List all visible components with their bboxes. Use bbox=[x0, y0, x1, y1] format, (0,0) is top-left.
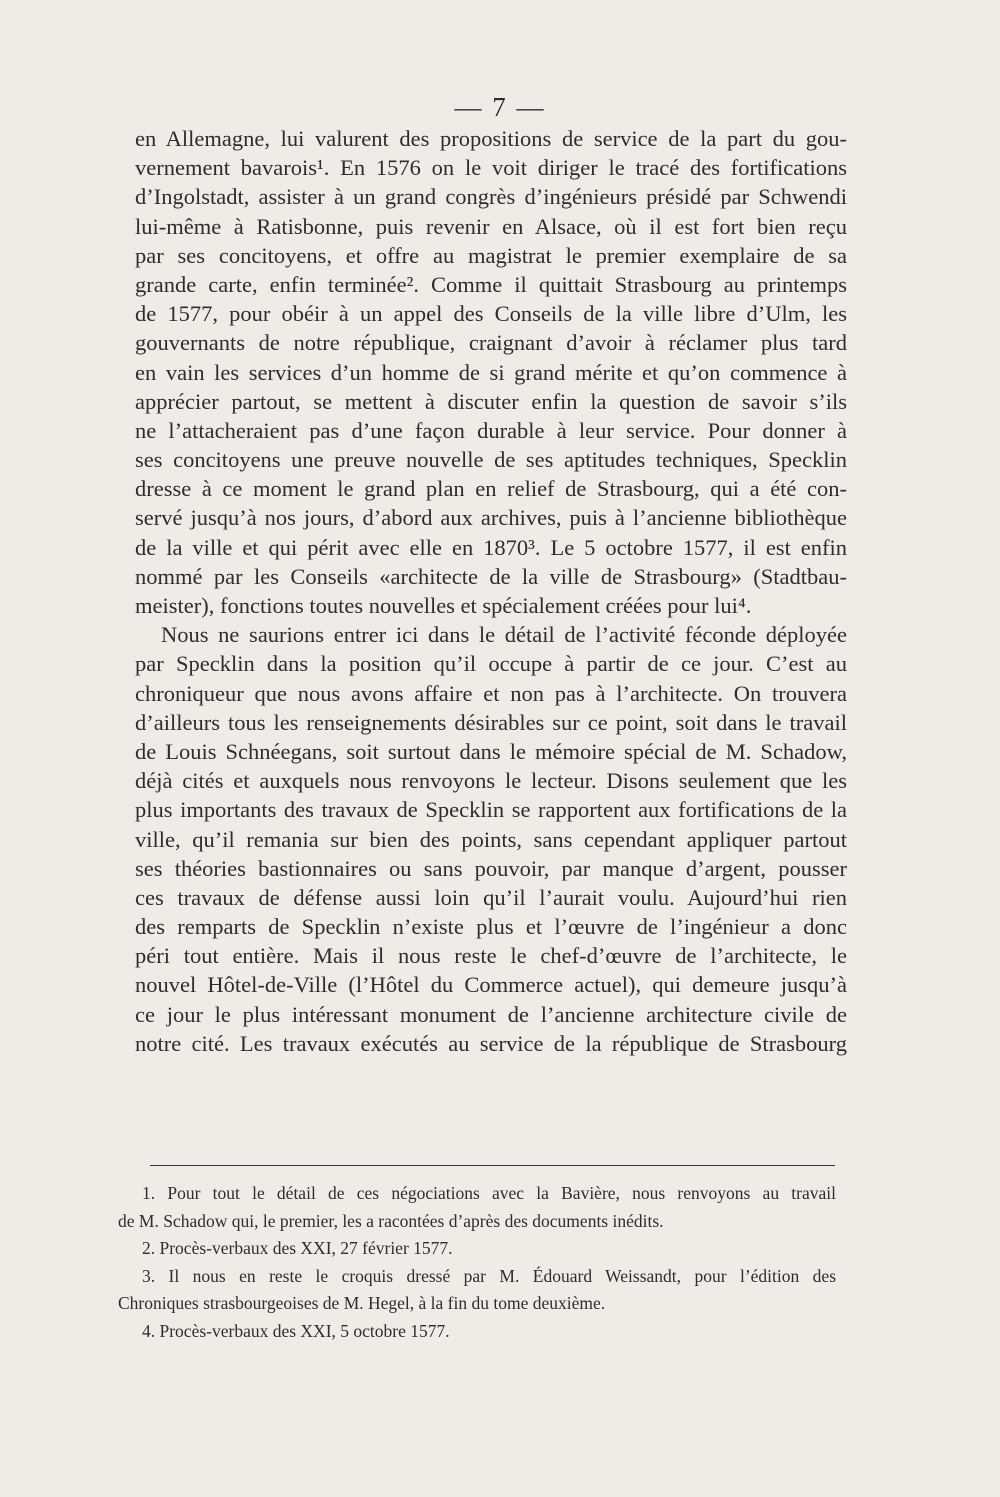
footnote-line: 3. Il nous en reste le croquis dressé par M. Édouard Weissandt, pour l’édition des bbox=[142, 1265, 836, 1286]
text-line: péri tout entière. Mais il nous reste le chef-d’œuvre de l’architecte, le bbox=[135, 943, 847, 969]
footnote-line: 2. Procès-verbaux des XXI, 27 février 1577. bbox=[142, 1238, 453, 1258]
text-line: nouvel Hôtel-de-Ville (l’Hôtel du Commerce actuel), qui demeure jusqu’à bbox=[135, 972, 847, 998]
footnote-line: 1. Pour tout le détail de ces négociations avec la Bavière, nous renvoyons au travail bbox=[142, 1183, 836, 1203]
footnotes bbox=[118, 1180, 836, 1345]
text-line: de la ville et qui périt avec elle en 1870³. Le 5 octobre 1577, il est enfin bbox=[135, 534, 847, 560]
text-line: servé jusqu’à nos jours, d’abord aux archives, puis à l’ancienne bibliothèque bbox=[135, 505, 847, 531]
text-line: lui-même à Ratisbonne, puis revenir en Alsace, où il est fort bien reçu bbox=[135, 213, 847, 239]
text-line: ce jour le plus intéressant monument de l’ancienne architecture civile de bbox=[135, 1001, 847, 1027]
text-line: nommé par les Conseils «architecte de la ville de Strasbourg» (Stadtbau- bbox=[135, 563, 847, 589]
text-line: ne l’attacheraient pas d’une façon durable à leur service. Pour donner à bbox=[135, 417, 847, 443]
text-line: chroniqueur que nous avons affaire et non pas à l’architecte. On trouvera bbox=[135, 680, 847, 706]
text-line: des remparts de Specklin n’existe plus et l’œuvre de l’ingénieur a donc bbox=[135, 914, 847, 940]
text-line: gouvernants de notre république, craignant d’avoir à réclamer plus tard bbox=[135, 330, 847, 356]
text-line: dresse à ce moment le grand plan en relief de Strasbourg, qui a été con- bbox=[135, 476, 847, 502]
footnote-line: 4. Procès-verbaux des XXI, 5 octobre 1577. bbox=[142, 1320, 450, 1341]
text-line: en vain les services d’un homme de si grand mérite et qu’on commence à bbox=[135, 359, 847, 385]
text-line: d’Ingolstadt, assister à un grand congrès d’ingénieurs présidé par Schwendi bbox=[135, 184, 847, 210]
text-line: ses concitoyens une preuve nouvelle de ses aptitudes techniques, Specklin bbox=[135, 447, 847, 473]
body-text bbox=[135, 124, 847, 1058]
text-line: apprécier partout, se mettent à discuter enfin la question de savoir s’ils bbox=[135, 388, 847, 414]
text-line: déjà cités et auxquels nous renvoyons le lecteur. Disons seulement que les bbox=[135, 768, 847, 794]
footnote-line: de M. Schadow qui, le premier, les a racontées d’après des documents inédits. bbox=[118, 1210, 664, 1231]
text-line: vernement bavarois¹. En 1576 on le voit diriger le tracé des fortifications bbox=[135, 155, 847, 181]
text-line: ces travaux de défense aussi loin qu’il l’aurait voulu. Aujourd’hui rien bbox=[135, 884, 847, 910]
text-line: de Louis Schnéegans, soit surtout dans le mémoire spécial de M. Schadow, bbox=[135, 738, 847, 764]
text-line: ville, qu’il remania sur bien des points, sans cependant appliquer partout bbox=[135, 826, 847, 852]
text-line: notre cité. Les travaux exécutés au service de la république de Strasbourg bbox=[135, 1030, 847, 1056]
text-line: meister), fonctions toutes nouvelles et spécialement créées pour lui⁴. bbox=[135, 593, 752, 618]
footnote-line: Chroniques strasbourgeoises de M. Hegel, à la fin du tome deuxième. bbox=[118, 1293, 606, 1313]
text-line: d’ailleurs tous les renseignements désirables sur ce point, soit dans le travail bbox=[135, 709, 847, 735]
text-line: Nous ne saurions entrer ici dans le détail de l’activité féconde déployée bbox=[161, 622, 847, 648]
text-line: par ses concitoyens, et offre au magistrat le premier exemplaire de sa bbox=[135, 242, 847, 268]
text-line: de 1577, pour obéir à un appel des Conseils de la ville libre d’Ulm, les bbox=[135, 301, 847, 327]
text-line: en Allemagne, lui valurent des propositions de service de la part du gou- bbox=[135, 126, 847, 151]
text-line: grande carte, enfin terminée². Comme il quittait Strasbourg au printemps bbox=[135, 271, 847, 297]
text-line: plus importants des travaux de Specklin se rapportent aux fortifications de la bbox=[135, 797, 847, 823]
page-number: — 7 — bbox=[454, 92, 546, 122]
footnote-divider bbox=[150, 1165, 835, 1166]
text-line: par Specklin dans la position qu’il occupe à partir de ce jour. C’est au bbox=[135, 651, 847, 677]
text-line: ses théories bastionnaires ou sans pouvoir, par manque d’argent, pousser bbox=[135, 855, 847, 881]
